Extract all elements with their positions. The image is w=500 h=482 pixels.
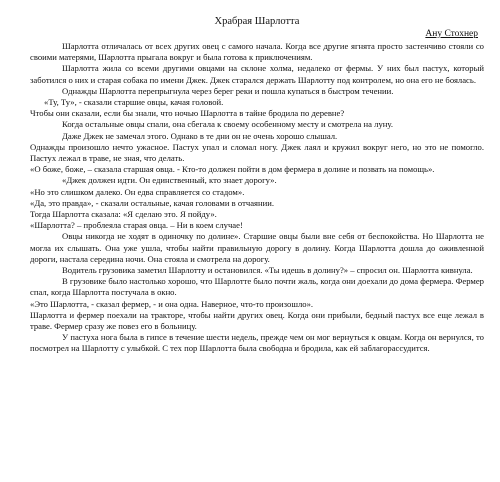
- paragraph: Даже Джек не замечал этого. Однако в те дни он не очень хорошо слышал.: [62, 130, 338, 141]
- paragraph: «Джек должен идти. Он единственный, кто знает дорогу».: [62, 175, 277, 186]
- paragraph: Овцы никогда не ходят в одиночку по долине». Старшие овцы были вне себя от беспокойства. Но Шарлотта не могла их слышать. Она уже ушла, чтобы найти правильную дорогу в долину. Когда Шарлотта дошла до оживленной дороги, настала середина ночи. Она стояла и смотрела на дорогу.: [30, 231, 484, 264]
- paragraph: В грузовике было настолько хорошо, что Шарлотте было почти жаль, когда они доехали до дома фермера. Фермер спал, когда Шарлотта постучала в окно.: [30, 276, 484, 298]
- paragraph: У пастуха нога была в гипсе в течение шести недель, прежде чем он мог вернуться к овцам. Когда он вернулся, то посмотрел на Шарлотту с улыбкой. С тех пор Шарлотта была свободна и бродила, как ей заблагорассудится.: [30, 332, 484, 354]
- paragraph: Однажды Шарлотта перепрыгнула через берег реки и пошла купаться в быстром течении.: [62, 85, 394, 96]
- paragraph: «Шарлотта? – проблеяла старая овца. – Ни в коем случае!: [30, 220, 243, 231]
- paragraph: Шарлотта и фермер поехали на тракторе, чтобы найти других овец. Когда они прибыли, бедный пастух все еще лежал в траве. Фермер сразу же повез его в больницу.: [30, 309, 484, 332]
- paragraph: «Да, это правда», - сказали остальные, качая головами в отчаянии.: [30, 197, 274, 208]
- document-author: Ану Стохнер: [425, 29, 478, 39]
- paragraph: Когда остальные овцы спали, она сбегала к своему особенному месту и смотрела на луну.: [62, 119, 393, 130]
- paragraph: Чтобы они сказали, если бы знали, что ночью Шарлотта в тайне бродила по деревне?: [30, 108, 345, 119]
- paragraph: «Это Шарлотта, - сказал фермер, - и она одна. Наверное, что-то произошло».: [30, 298, 314, 309]
- paragraph: Шарлотта отличалась от всех других овец с самого начала. Когда все другие ягнята просто застенчиво стояли со своими матерями, Шарлотта прыгала вокруг и была готова к приключениям.: [30, 41, 484, 63]
- story-text: [30, 41, 484, 355]
- paragraph: Водитель грузовика заметил Шарлотту и остановился. «Ты идешь в долину?» – спросил он. Шарлотта кивнула.: [62, 265, 473, 276]
- paragraph: Однажды произошло нечто ужасное. Пастух упал и сломал ногу. Джек лаял и кружил вокруг него, но это не помогло. Пастух лежал в траве, не зная, что делать.: [30, 141, 484, 164]
- document-title: Храбрая Шарлотта: [214, 16, 300, 27]
- paragraph: Тогда Шарлотта сказала: «Я сделаю это. Я пойду».: [30, 209, 217, 220]
- paragraph: «Но это слишком далеко. Он едва справляется со стадом».: [30, 186, 245, 197]
- paragraph: «Ту, Ту», - сказали старшие овцы, качая головой.: [44, 97, 224, 108]
- paragraph: «О боже, боже, – сказала старшая овца. - Кто-то должен пойти в дом фермера в долине и позвать на помощь».: [30, 164, 435, 175]
- paragraph: Шарлотта жила со всеми другими овцами на склоне холма, недалеко от фермы. У них был пастух, который заботился о них и старая собака по имени Джек. Джек старался держать Шарлотту под контролем, но она его не боялась.: [30, 63, 484, 85]
